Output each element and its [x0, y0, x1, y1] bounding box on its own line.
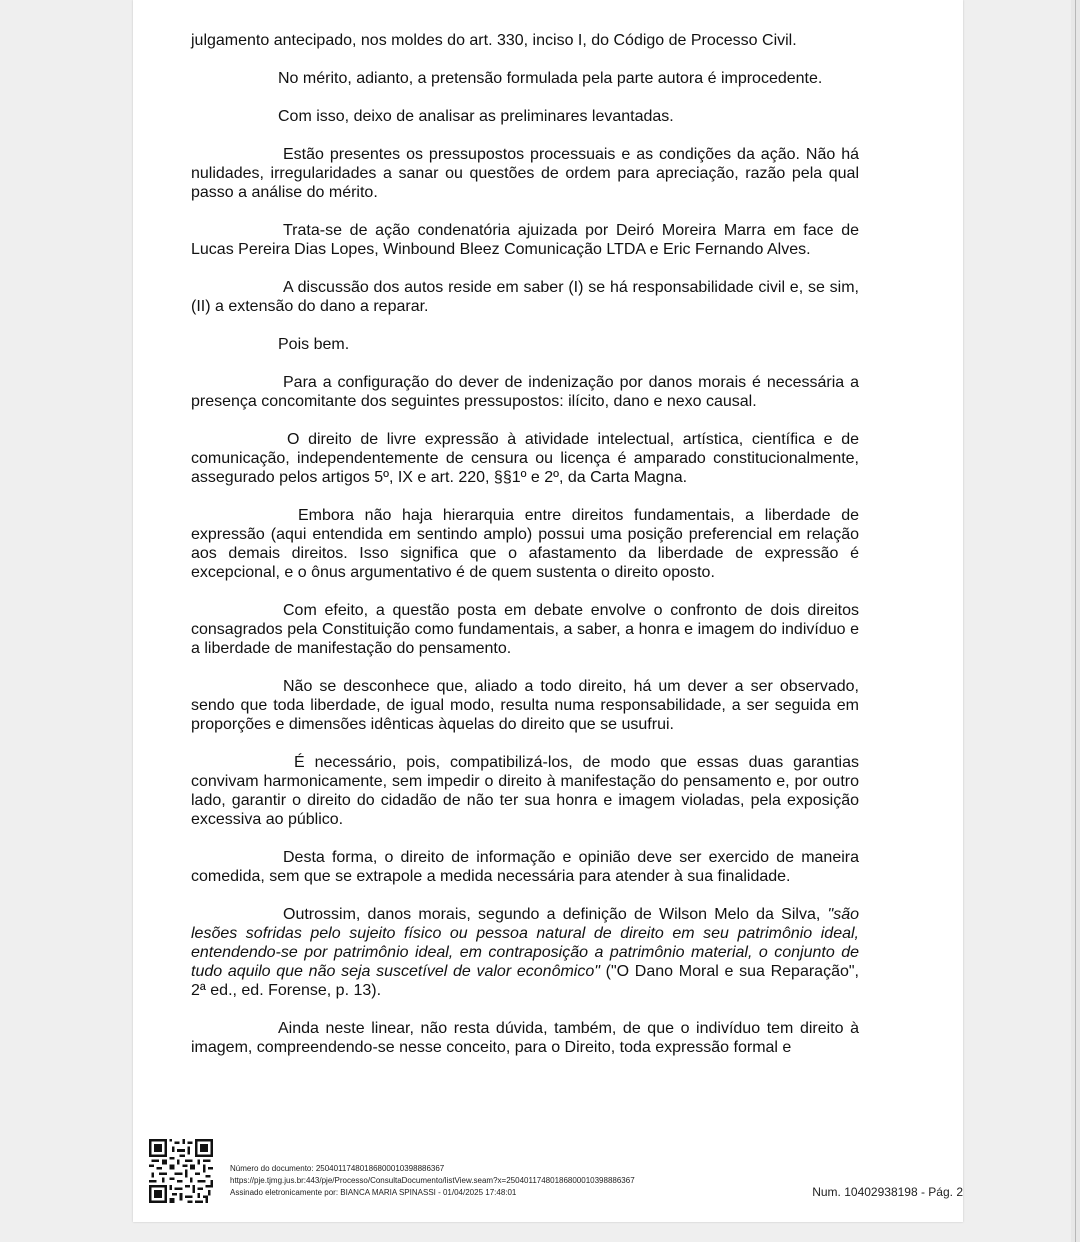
vertical-scrollbar[interactable] [1071, 0, 1080, 1242]
paragraph: Com isso, deixo de analisar as preliminares levantadas. [278, 108, 674, 125]
page-number: Num. 10402938198 - Pág. 2 [812, 1185, 963, 1199]
quote-paragraph [191, 905, 859, 1000]
qr-code-icon [149, 1139, 213, 1203]
paragraph: Ainda neste linear, não resta dúvida, também, de que o indivíduo tem direito à imagem, compreendendo-se nesse conceito, para o Direito, toda expressão formal e [191, 1020, 859, 1056]
paragraph: É necessário, pois, compatibilizá-los, de modo que essas duas garantias convivam harmonicamente, sem impedir o direito à manifestação do pensamento e, por outro lado, garantir o direito do cidadão de não ter sua honra e imagem violadas, pela exposição excessiva ao público. [191, 754, 859, 828]
paragraph: Desta forma, o direito de informação e opinião deve ser exercido de maneira comedida, sem que se extrapole a medida necessária para atender à sua finalidade. [191, 849, 859, 885]
document-page [133, 0, 963, 1222]
document-signature-info [230, 1163, 635, 1199]
paragraph: Não se desconhece que, aliado a todo direito, há um dever a ser observado, sendo que toda liberdade, de igual modo, resulta numa responsabilidade, a ser seguida em proporções e dimensões idênticas àquelas do direito que se usufrui. [191, 678, 859, 733]
quote-citation: ("O Dano Moral e sua Reparação", 2ª ed., ed. Forense, p. 13). [191, 963, 859, 999]
paragraph: Com efeito, a questão posta em debate envolve o confronto de dois direitos consagrados pela Constituição como fundamentais, a saber, a honra e imagem do indivíduo e a liberdade de manifestação do pensamento. [191, 602, 859, 657]
paragraph: O direito de livre expressão à atividade intelectual, artística, científica e de comunicação, independentemente de censura ou licença é amparado constitucionalmente, assegurado pelos artigos 5º, IX e art. 220, §§1º e 2º, da Carta Magna. [191, 431, 859, 486]
paragraph: Pois bem. [278, 336, 350, 353]
quote-lead: Outrossim, danos morais, segundo a definição de Wilson Melo da Silva, [283, 906, 828, 923]
paragraph: julgamento antecipado, nos moldes do art. 330, inciso I, do Código de Processo Civil. [191, 32, 797, 49]
document-number: Número do documento: 25040117480186800010398886367 [230, 1164, 445, 1173]
document-footer [149, 1139, 963, 1209]
document-body [191, 31, 859, 1076]
paragraph: No mérito, adianto, a pretensão formulada pela parte autora é improcedente. [278, 70, 823, 87]
paragraph: Trata-se de ação condenatória ajuizada por Deiró Moreira Marra em face de Lucas Pereira Dias Lopes, Winbound Bleez Comunicação LTDA e Eric Fernando Alves. [191, 222, 859, 258]
paragraph: Para a configuração do dever de indenização por danos morais é necessária a presença concomitante dos seguintes pressupostos: ilícito, dano e nexo causal. [191, 374, 859, 410]
paragraph: Embora não haja hierarquia entre direitos fundamentais, a liberdade de expressão (aqui entendida em sentindo amplo) possui uma posição preferencial em relação aos demais direitos. Isso significa que o afastamento da liberdade de expressão é excepcional, e o ônus argumentativo é de quem sustenta o direito oposto. [191, 507, 859, 581]
signature-line: Assinado eletronicamente por: BIANCA MARIA SPINASSI - 01/04/2025 17:48:01 [230, 1188, 517, 1197]
scrollbar-track [1075, 0, 1076, 1242]
paragraph: Estão presentes os pressupostos processuais e as condições da ação. Não há nulidades, irregularidades a sanar ou questões de ordem para apreciação, razão pela qual passo a análise do mérito. [191, 146, 859, 201]
paragraph: A discussão dos autos reside em saber (I) se há responsabilidade civil e, se sim, (II) a extensão do dano a reparar. [191, 279, 859, 315]
document-url: https://pje.tjmg.jus.br:443/pje/Processo/ConsultaDocumento/listView.seam?x=25040117480186800010398886367 [230, 1176, 635, 1185]
quote-text: "são lesões sofridas pelo sujeito físico ou pessoa natural de direito em seu patrimônio ideal, entendendo-se por patrimônio ideal, em contraposição a patrimônio material, o conjunto de tudo aquilo que não seja suscetível de valor econômico" [191, 906, 859, 980]
